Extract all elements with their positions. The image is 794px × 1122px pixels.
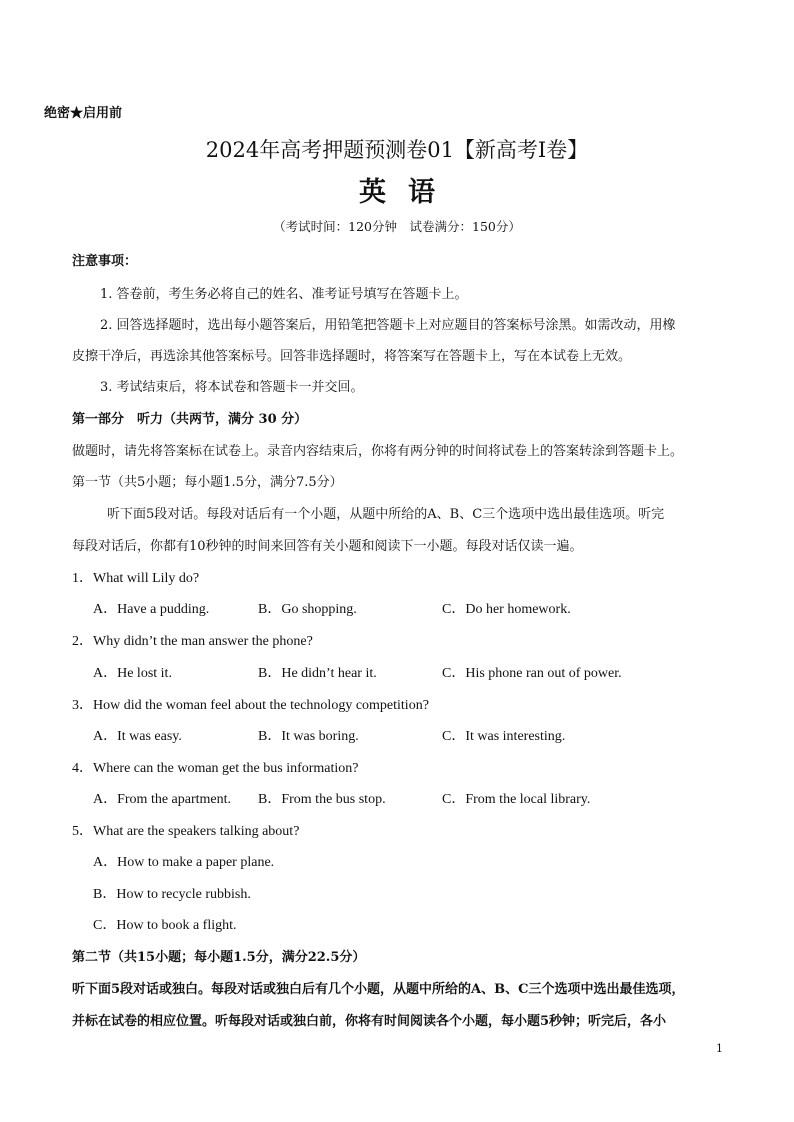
notice-item-2-line-1: 2. 回答选择题时，选出每小题答案后，用铅笔把答题卡上对应题目的答案标号涂黑。如需改动，用橡: [100, 318, 676, 333]
question-4-option-b: B．From the bus stop.: [258, 792, 386, 807]
question-3-stem: 3．How did the woman feel about the technology competition?: [72, 698, 429, 713]
question-1-stem: 1．What will Lily do?: [72, 571, 200, 586]
subject-title: 英语: [359, 177, 457, 208]
section2-heading: 第二节（共15小题；每小题1.5分，满分22.5分）: [72, 950, 366, 965]
question-2-stem: 2．Why didn’t the man answer the phone?: [72, 634, 313, 649]
section1-intro-line-2: 每段对话后，你都有10秒钟的时间来回答有关小题和阅读下一小题。每段对话仅读一遍。: [72, 539, 583, 554]
section1-intro-line-1: 听下面5段对话。每段对话后有一个小题，从题中所给的A、B、C三个选项中选出最佳选项。听完: [107, 507, 665, 522]
page-number: 1: [716, 1042, 723, 1055]
section1-heading: 第一节（共5小题；每小题1.5分，满分7.5分）: [72, 475, 343, 490]
part1-intro: 做题时，请先将答案标在试卷上。录音内容结束后，你将有两分钟的时间将试卷上的答案转涂到答题卡上。: [72, 444, 684, 459]
confidential-label: 绝密★启用前: [44, 106, 123, 121]
question-1-option-b: B．Go shopping.: [258, 602, 357, 617]
question-4-option-c: C．From the local library.: [442, 792, 591, 807]
section2-intro-line-2: 并标在试卷的相应位置。听每段对话或独白前，你将有时间阅读各个小题，每小题5秒钟；听完后，各小: [72, 1014, 667, 1029]
question-3-option-b: B．It was boring.: [258, 729, 359, 744]
question-5-option-c: C．How to book a flight.: [93, 918, 237, 933]
notice-item-1: 1. 答卷前，考生务必将自己的姓名、准考证号填写在答题卡上。: [100, 287, 468, 302]
exam-title: 2024年高考押题预测卷01【新高考I卷】: [205, 138, 589, 162]
question-4-stem: 4．Where can the woman get the bus information?: [72, 761, 359, 776]
question-3-option-c: C．It was interesting.: [442, 729, 566, 744]
notice-item-3: 3. 考试结束后，将本试卷和答题卡一并交回。: [100, 380, 364, 395]
question-2-option-b: B．He didn’t hear it.: [258, 666, 377, 681]
notice-item-2-line-2: 皮擦干净后，再选涂其他答案标号。回答非选择题时，将答案写在答题卡上，写在本试卷上无效。: [72, 349, 632, 364]
question-5-option-a: A．How to make a paper plane.: [93, 855, 275, 870]
question-1-option-a: A．Have a pudding.: [93, 602, 210, 617]
question-5-option-b: B．How to recycle rubbish.: [93, 887, 251, 902]
section2-intro-line-1: 听下面5段对话或独白。每段对话或独白后有几个小题，从题中所给的A、B、C三个选项中选出最佳选项，: [72, 982, 685, 997]
question-2-option-a: A．He lost it.: [93, 666, 172, 681]
question-1-option-c: C．Do her homework.: [442, 602, 571, 617]
question-2-option-c: C．His phone ran out of power.: [442, 666, 622, 681]
question-4-option-a: A．From the apartment.: [93, 792, 232, 807]
question-3-option-a: A．It was easy.: [93, 729, 182, 744]
part1-heading: 第一部分 听力（共两节，满分 30 分）: [72, 412, 308, 427]
notice-heading: 注意事项：: [72, 254, 138, 269]
exam-time-info: （考试时间：120分钟 试卷满分：150分）: [273, 219, 521, 234]
question-5-stem: 5．What are the speakers talking about?: [72, 824, 300, 839]
